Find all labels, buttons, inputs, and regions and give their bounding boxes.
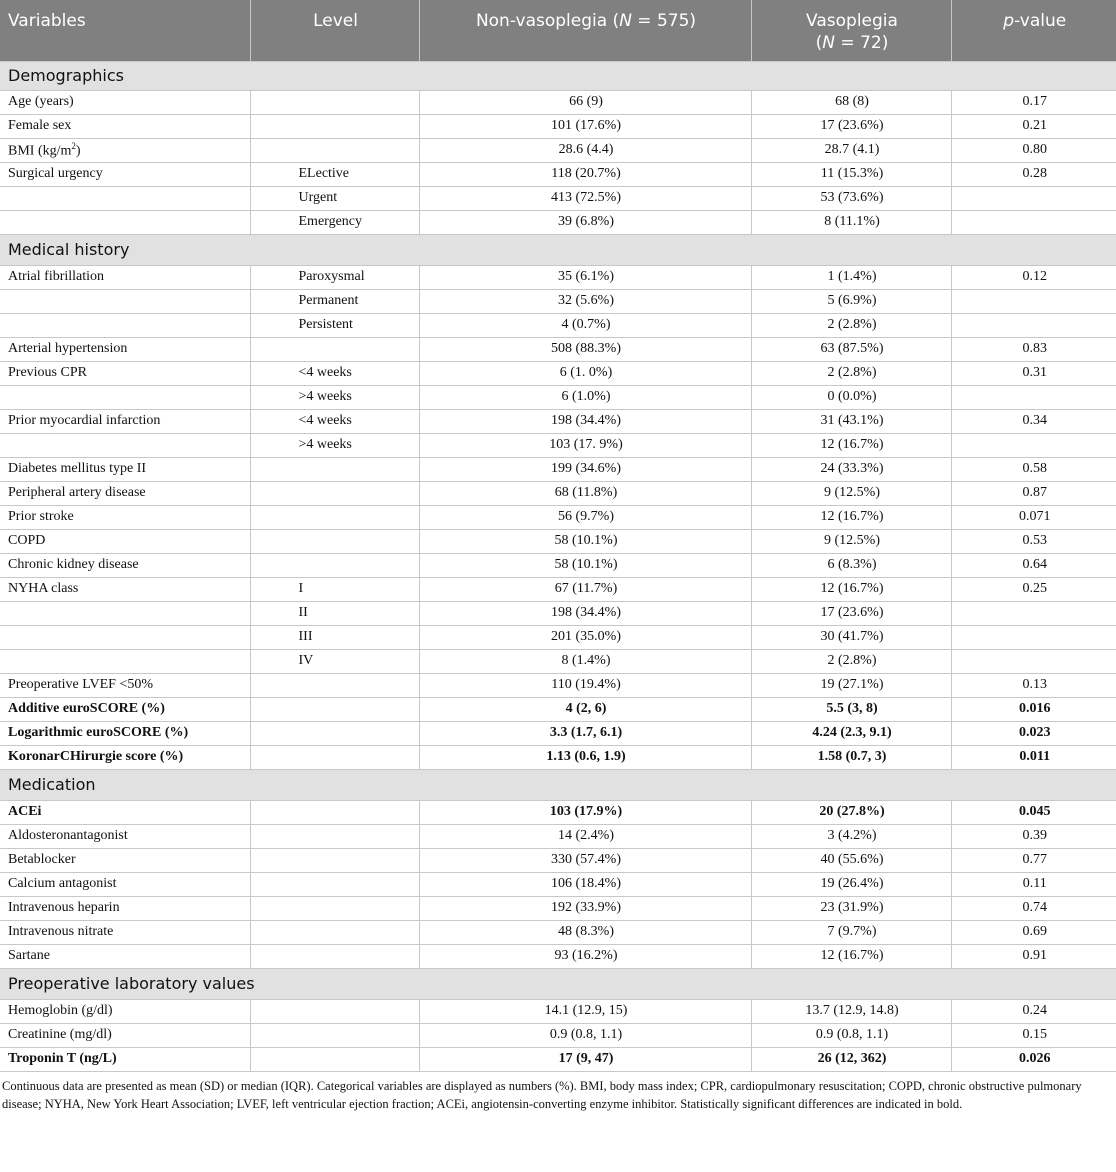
- cell-non-vasoplegia: 103 (17. 9%): [419, 433, 751, 457]
- cell-vasoplegia: 53 (73.6%): [751, 186, 951, 210]
- cell-vasoplegia: 12 (16.7%): [751, 505, 951, 529]
- table-header: [0, 0, 1116, 61]
- cell-vasoplegia: 5.5 (3, 8): [751, 697, 951, 721]
- cell-vasoplegia: 2 (2.8%): [751, 361, 951, 385]
- cell-vasoplegia: 4.24 (2.3, 9.1): [751, 721, 951, 745]
- table-body: [0, 61, 1116, 1071]
- cell-variable: [0, 649, 250, 673]
- table-row: [0, 577, 1116, 601]
- cell-p-value: 0.34: [951, 409, 1116, 433]
- cell-p-value: 0.69: [951, 920, 1116, 944]
- cell-variable: Aldosteronantagonist: [0, 824, 250, 848]
- section-title: Medication: [0, 769, 1116, 800]
- cell-p-value: 0.11: [951, 872, 1116, 896]
- cell-vasoplegia: 9 (12.5%): [751, 529, 951, 553]
- cell-variable: ACEi: [0, 800, 250, 824]
- cell-non-vasoplegia: 4 (0.7%): [419, 313, 751, 337]
- cell-variable: [0, 385, 250, 409]
- cell-vasoplegia: 26 (12, 362): [751, 1047, 951, 1071]
- cell-p-value: 0.83: [951, 337, 1116, 361]
- cell-level: ELective: [250, 162, 419, 186]
- cell-level: <4 weeks: [250, 409, 419, 433]
- cell-variable: Diabetes mellitus type II: [0, 457, 250, 481]
- cell-non-vasoplegia: 6 (1.0%): [419, 385, 751, 409]
- table-row: [0, 409, 1116, 433]
- table-row: [0, 289, 1116, 313]
- cell-p-value: 0.91: [951, 944, 1116, 968]
- cell-non-vasoplegia: 35 (6.1%): [419, 265, 751, 289]
- cell-non-vasoplegia: 1.13 (0.6, 1.9): [419, 745, 751, 769]
- cell-non-vasoplegia: 110 (19.4%): [419, 673, 751, 697]
- cell-p-value: [951, 385, 1116, 409]
- cell-vasoplegia: 1.58 (0.7, 3): [751, 745, 951, 769]
- cell-p-value: 0.80: [951, 138, 1116, 162]
- cell-p-value: 0.28: [951, 162, 1116, 186]
- cell-level: [250, 90, 419, 114]
- section-title: Preoperative laboratory values: [0, 968, 1116, 999]
- cell-variable: Hemoglobin (g/dl): [0, 999, 250, 1023]
- cell-variable: [0, 601, 250, 625]
- table-row: [0, 337, 1116, 361]
- cell-vasoplegia: 12 (16.7%): [751, 577, 951, 601]
- table-row: [0, 920, 1116, 944]
- table-row: [0, 872, 1116, 896]
- cell-level: I: [250, 577, 419, 601]
- cell-variable: [0, 433, 250, 457]
- cell-variable: Calcium antagonist: [0, 872, 250, 896]
- cell-variable: BMI $(kg/m^2)$: [0, 138, 250, 162]
- cell-level: Emergency: [250, 210, 419, 234]
- cell-variable: Intravenous nitrate: [0, 920, 250, 944]
- cell-vasoplegia: 6 (8.3%): [751, 553, 951, 577]
- cell-level: [250, 337, 419, 361]
- cell-vasoplegia: 3 (4.2%): [751, 824, 951, 848]
- header-variables: Variables: [0, 0, 250, 61]
- cell-p-value: 0.15: [951, 1023, 1116, 1047]
- cell-non-vasoplegia: 67 (11.7%): [419, 577, 751, 601]
- table-row: [0, 313, 1116, 337]
- cell-level: [250, 481, 419, 505]
- header-non-vasoplegia: Non-vasoplegia (N = 575): [419, 0, 751, 61]
- cell-non-vasoplegia: 58 (10.1%): [419, 529, 751, 553]
- cell-level: II: [250, 601, 419, 625]
- cell-p-value: 0.64: [951, 553, 1116, 577]
- cell-vasoplegia: 5 (6.9%): [751, 289, 951, 313]
- cell-non-vasoplegia: 199 (34.6%): [419, 457, 751, 481]
- cell-vasoplegia: 40 (55.6%): [751, 848, 951, 872]
- cell-non-vasoplegia: 192 (33.9%): [419, 896, 751, 920]
- table-row: [0, 265, 1116, 289]
- cell-p-value: 0.77: [951, 848, 1116, 872]
- cell-level: [250, 505, 419, 529]
- cell-vasoplegia: 68 (8): [751, 90, 951, 114]
- cell-p-value: 0.016: [951, 697, 1116, 721]
- cell-variable: Age (years): [0, 90, 250, 114]
- table-row: [0, 361, 1116, 385]
- table-row: [0, 601, 1116, 625]
- section-header-row: [0, 61, 1116, 90]
- cell-variable: Atrial fibrillation: [0, 265, 250, 289]
- cell-vasoplegia: 17 (23.6%): [751, 601, 951, 625]
- table-row: [0, 457, 1116, 481]
- cell-vasoplegia: 24 (33.3%): [751, 457, 951, 481]
- cell-level: [250, 848, 419, 872]
- cell-level: [250, 529, 419, 553]
- cell-vasoplegia: 7 (9.7%): [751, 920, 951, 944]
- table-row: [0, 848, 1116, 872]
- cell-non-vasoplegia: 413 (72.5%): [419, 186, 751, 210]
- cell-variable: Intravenous heparin: [0, 896, 250, 920]
- cell-level: Permanent: [250, 289, 419, 313]
- cell-p-value: [951, 601, 1116, 625]
- cell-vasoplegia: 23 (31.9%): [751, 896, 951, 920]
- table-row: [0, 481, 1116, 505]
- cell-variable: Arterial hypertension: [0, 337, 250, 361]
- table-row: [0, 385, 1116, 409]
- cell-level: [250, 896, 419, 920]
- cell-p-value: 0.74: [951, 896, 1116, 920]
- cell-variable: COPD: [0, 529, 250, 553]
- cell-non-vasoplegia: 48 (8.3%): [419, 920, 751, 944]
- cell-vasoplegia: 13.7 (12.9, 14.8): [751, 999, 951, 1023]
- cell-non-vasoplegia: 198 (34.4%): [419, 601, 751, 625]
- cell-variable: [0, 313, 250, 337]
- cell-vasoplegia: 31 (43.1%): [751, 409, 951, 433]
- cell-p-value: 0.31: [951, 361, 1116, 385]
- cell-p-value: 0.58: [951, 457, 1116, 481]
- cell-level: [250, 138, 419, 162]
- cell-level: Urgent: [250, 186, 419, 210]
- header-vasoplegia: Vasoplegia (N = 72): [751, 0, 951, 61]
- cell-p-value: 0.25: [951, 577, 1116, 601]
- table-footnote: Continuous data are presented as mean (SD) or median (IQR). Categorical variables are displayed as numbers (%). BMI, body mass index; CPR, cardiopulmonary resuscitation; COPD, chronic obstructive pulmonary disease; NYHA, New York Heart Association; LVEF, left ventricular ejection fraction; ACEi, angiotensin-converting enzyme inhibitor. Statistically significant differences are indicated in bold.: [2, 1078, 1082, 1111]
- cell-variable: Betablocker: [0, 848, 250, 872]
- cell-p-value: 0.87: [951, 481, 1116, 505]
- cell-non-vasoplegia: 198 (34.4%): [419, 409, 751, 433]
- cell-p-value: 0.045: [951, 800, 1116, 824]
- cell-vasoplegia: 11 (15.3%): [751, 162, 951, 186]
- cell-non-vasoplegia: 66 (9): [419, 90, 751, 114]
- cell-vasoplegia: 2 (2.8%): [751, 313, 951, 337]
- cell-vasoplegia: 2 (2.8%): [751, 649, 951, 673]
- cell-level: >4 weeks: [250, 385, 419, 409]
- table-row: [0, 625, 1116, 649]
- cell-variable: Sartane: [0, 944, 250, 968]
- cell-non-vasoplegia: 17 (9, 47): [419, 1047, 751, 1071]
- cell-level: [250, 944, 419, 968]
- table-row: [0, 114, 1116, 138]
- table-row: [0, 673, 1116, 697]
- cell-vasoplegia: 8 (11.1%): [751, 210, 951, 234]
- cell-level: IV: [250, 649, 419, 673]
- cell-variable: NYHA class: [0, 577, 250, 601]
- table-row: [0, 896, 1116, 920]
- table-row: [0, 1047, 1116, 1071]
- table-row: [0, 697, 1116, 721]
- cell-variable: Logarithmic euroSCORE (%): [0, 721, 250, 745]
- cell-variable: Preoperative LVEF <50%: [0, 673, 250, 697]
- cell-p-value: [951, 649, 1116, 673]
- table-row: [0, 1023, 1116, 1047]
- cell-variable: Previous CPR: [0, 361, 250, 385]
- cell-variable: Additive euroSCORE (%): [0, 697, 250, 721]
- cell-vasoplegia: 12 (16.7%): [751, 433, 951, 457]
- header-p-value: p-value: [951, 0, 1116, 61]
- cell-variable: Troponin T (ng/L): [0, 1047, 250, 1071]
- cell-p-value: 0.011: [951, 745, 1116, 769]
- cell-level: [250, 721, 419, 745]
- cell-p-value: [951, 433, 1116, 457]
- cell-non-vasoplegia: 93 (16.2%): [419, 944, 751, 968]
- cell-level: [250, 553, 419, 577]
- table-row: [0, 721, 1116, 745]
- header-row: [0, 0, 1116, 61]
- section-header-row: [0, 234, 1116, 265]
- cell-vasoplegia: 30 (41.7%): [751, 625, 951, 649]
- cell-variable: KoronarCHirurgie score (%): [0, 745, 250, 769]
- cell-p-value: 0.026: [951, 1047, 1116, 1071]
- cell-non-vasoplegia: 14.1 (12.9, 15): [419, 999, 751, 1023]
- table-row: [0, 138, 1116, 162]
- cell-non-vasoplegia: 8 (1.4%): [419, 649, 751, 673]
- cell-level: [250, 114, 419, 138]
- cell-non-vasoplegia: 118 (20.7%): [419, 162, 751, 186]
- cell-level: Paroxysmal: [250, 265, 419, 289]
- cell-variable: [0, 186, 250, 210]
- cell-vasoplegia: 63 (87.5%): [751, 337, 951, 361]
- cell-variable: Prior myocardial infarction: [0, 409, 250, 433]
- cell-p-value: 0.12: [951, 265, 1116, 289]
- cell-non-vasoplegia: 32 (5.6%): [419, 289, 751, 313]
- cell-p-value: 0.21: [951, 114, 1116, 138]
- table-row: [0, 824, 1116, 848]
- cell-p-value: [951, 186, 1116, 210]
- cell-variable: Female sex: [0, 114, 250, 138]
- cell-vasoplegia: 9 (12.5%): [751, 481, 951, 505]
- cell-p-value: [951, 210, 1116, 234]
- table-row: [0, 505, 1116, 529]
- cell-variable: [0, 289, 250, 313]
- cell-vasoplegia: 17 (23.6%): [751, 114, 951, 138]
- table-row: [0, 944, 1116, 968]
- section-header-row: [0, 968, 1116, 999]
- cell-variable: Creatinine (mg/dl): [0, 1023, 250, 1047]
- cell-p-value: 0.13: [951, 673, 1116, 697]
- cell-non-vasoplegia: 6 (1. 0%): [419, 361, 751, 385]
- cell-non-vasoplegia: 330 (57.4%): [419, 848, 751, 872]
- cell-non-vasoplegia: 28.6 (4.4): [419, 138, 751, 162]
- cell-vasoplegia: 20 (27.8%): [751, 800, 951, 824]
- table-row: [0, 433, 1116, 457]
- table-row: [0, 162, 1116, 186]
- cell-vasoplegia: 1 (1.4%): [751, 265, 951, 289]
- cell-level: [250, 800, 419, 824]
- cell-non-vasoplegia: 68 (11.8%): [419, 481, 751, 505]
- cell-level: [250, 457, 419, 481]
- cell-vasoplegia: 19 (27.1%): [751, 673, 951, 697]
- cell-level: [250, 824, 419, 848]
- cell-variable: Surgical urgency: [0, 162, 250, 186]
- cell-level: [250, 1047, 419, 1071]
- cell-variable: Chronic kidney disease: [0, 553, 250, 577]
- cell-vasoplegia: 12 (16.7%): [751, 944, 951, 968]
- cell-non-vasoplegia: 56 (9.7%): [419, 505, 751, 529]
- cell-non-vasoplegia: 508 (88.3%): [419, 337, 751, 361]
- cell-p-value: [951, 313, 1116, 337]
- cell-level: [250, 673, 419, 697]
- cell-non-vasoplegia: 39 (6.8%): [419, 210, 751, 234]
- cell-non-vasoplegia: 201 (35.0%): [419, 625, 751, 649]
- table-row: [0, 553, 1116, 577]
- cell-level: >4 weeks: [250, 433, 419, 457]
- table-row: [0, 90, 1116, 114]
- cell-level: Persistent: [250, 313, 419, 337]
- cell-level: III: [250, 625, 419, 649]
- cell-p-value: [951, 289, 1116, 313]
- cell-level: <4 weeks: [250, 361, 419, 385]
- cell-level: [250, 697, 419, 721]
- cell-variable: Peripheral artery disease: [0, 481, 250, 505]
- cell-variable: [0, 210, 250, 234]
- cell-p-value: 0.023: [951, 721, 1116, 745]
- cell-p-value: 0.24: [951, 999, 1116, 1023]
- cell-p-value: 0.17: [951, 90, 1116, 114]
- cell-vasoplegia: 19 (26.4%): [751, 872, 951, 896]
- cell-level: [250, 745, 419, 769]
- cell-p-value: 0.53: [951, 529, 1116, 553]
- cell-non-vasoplegia: 101 (17.6%): [419, 114, 751, 138]
- cell-variable: [0, 625, 250, 649]
- table-row: [0, 529, 1116, 553]
- section-title: Medical history: [0, 234, 1116, 265]
- cell-non-vasoplegia: 103 (17.9%): [419, 800, 751, 824]
- section-header-row: [0, 769, 1116, 800]
- cell-level: [250, 999, 419, 1023]
- table-row: [0, 210, 1116, 234]
- cell-level: [250, 872, 419, 896]
- table-row: [0, 800, 1116, 824]
- cell-p-value: 0.071: [951, 505, 1116, 529]
- cell-vasoplegia: 28.7 (4.1): [751, 138, 951, 162]
- section-title: Demographics: [0, 61, 1116, 90]
- cell-level: [250, 920, 419, 944]
- table-row: [0, 649, 1116, 673]
- cell-vasoplegia: 0 (0.0%): [751, 385, 951, 409]
- cell-non-vasoplegia: 106 (18.4%): [419, 872, 751, 896]
- cell-p-value: 0.39: [951, 824, 1116, 848]
- header-level: Level: [250, 0, 419, 61]
- cell-vasoplegia: 0.9 (0.8, 1.1): [751, 1023, 951, 1047]
- table-row: [0, 745, 1116, 769]
- table-row: [0, 186, 1116, 210]
- cell-level: [250, 1023, 419, 1047]
- cell-non-vasoplegia: 3.3 (1.7, 6.1): [419, 721, 751, 745]
- cell-non-vasoplegia: 0.9 (0.8, 1.1): [419, 1023, 751, 1047]
- superscript: 2: [71, 140, 76, 151]
- cell-non-vasoplegia: 4 (2, 6): [419, 697, 751, 721]
- cell-non-vasoplegia: 58 (10.1%): [419, 553, 751, 577]
- table-row: [0, 999, 1116, 1023]
- cell-p-value: [951, 625, 1116, 649]
- cell-non-vasoplegia: 14 (2.4%): [419, 824, 751, 848]
- cell-variable: Prior stroke: [0, 505, 250, 529]
